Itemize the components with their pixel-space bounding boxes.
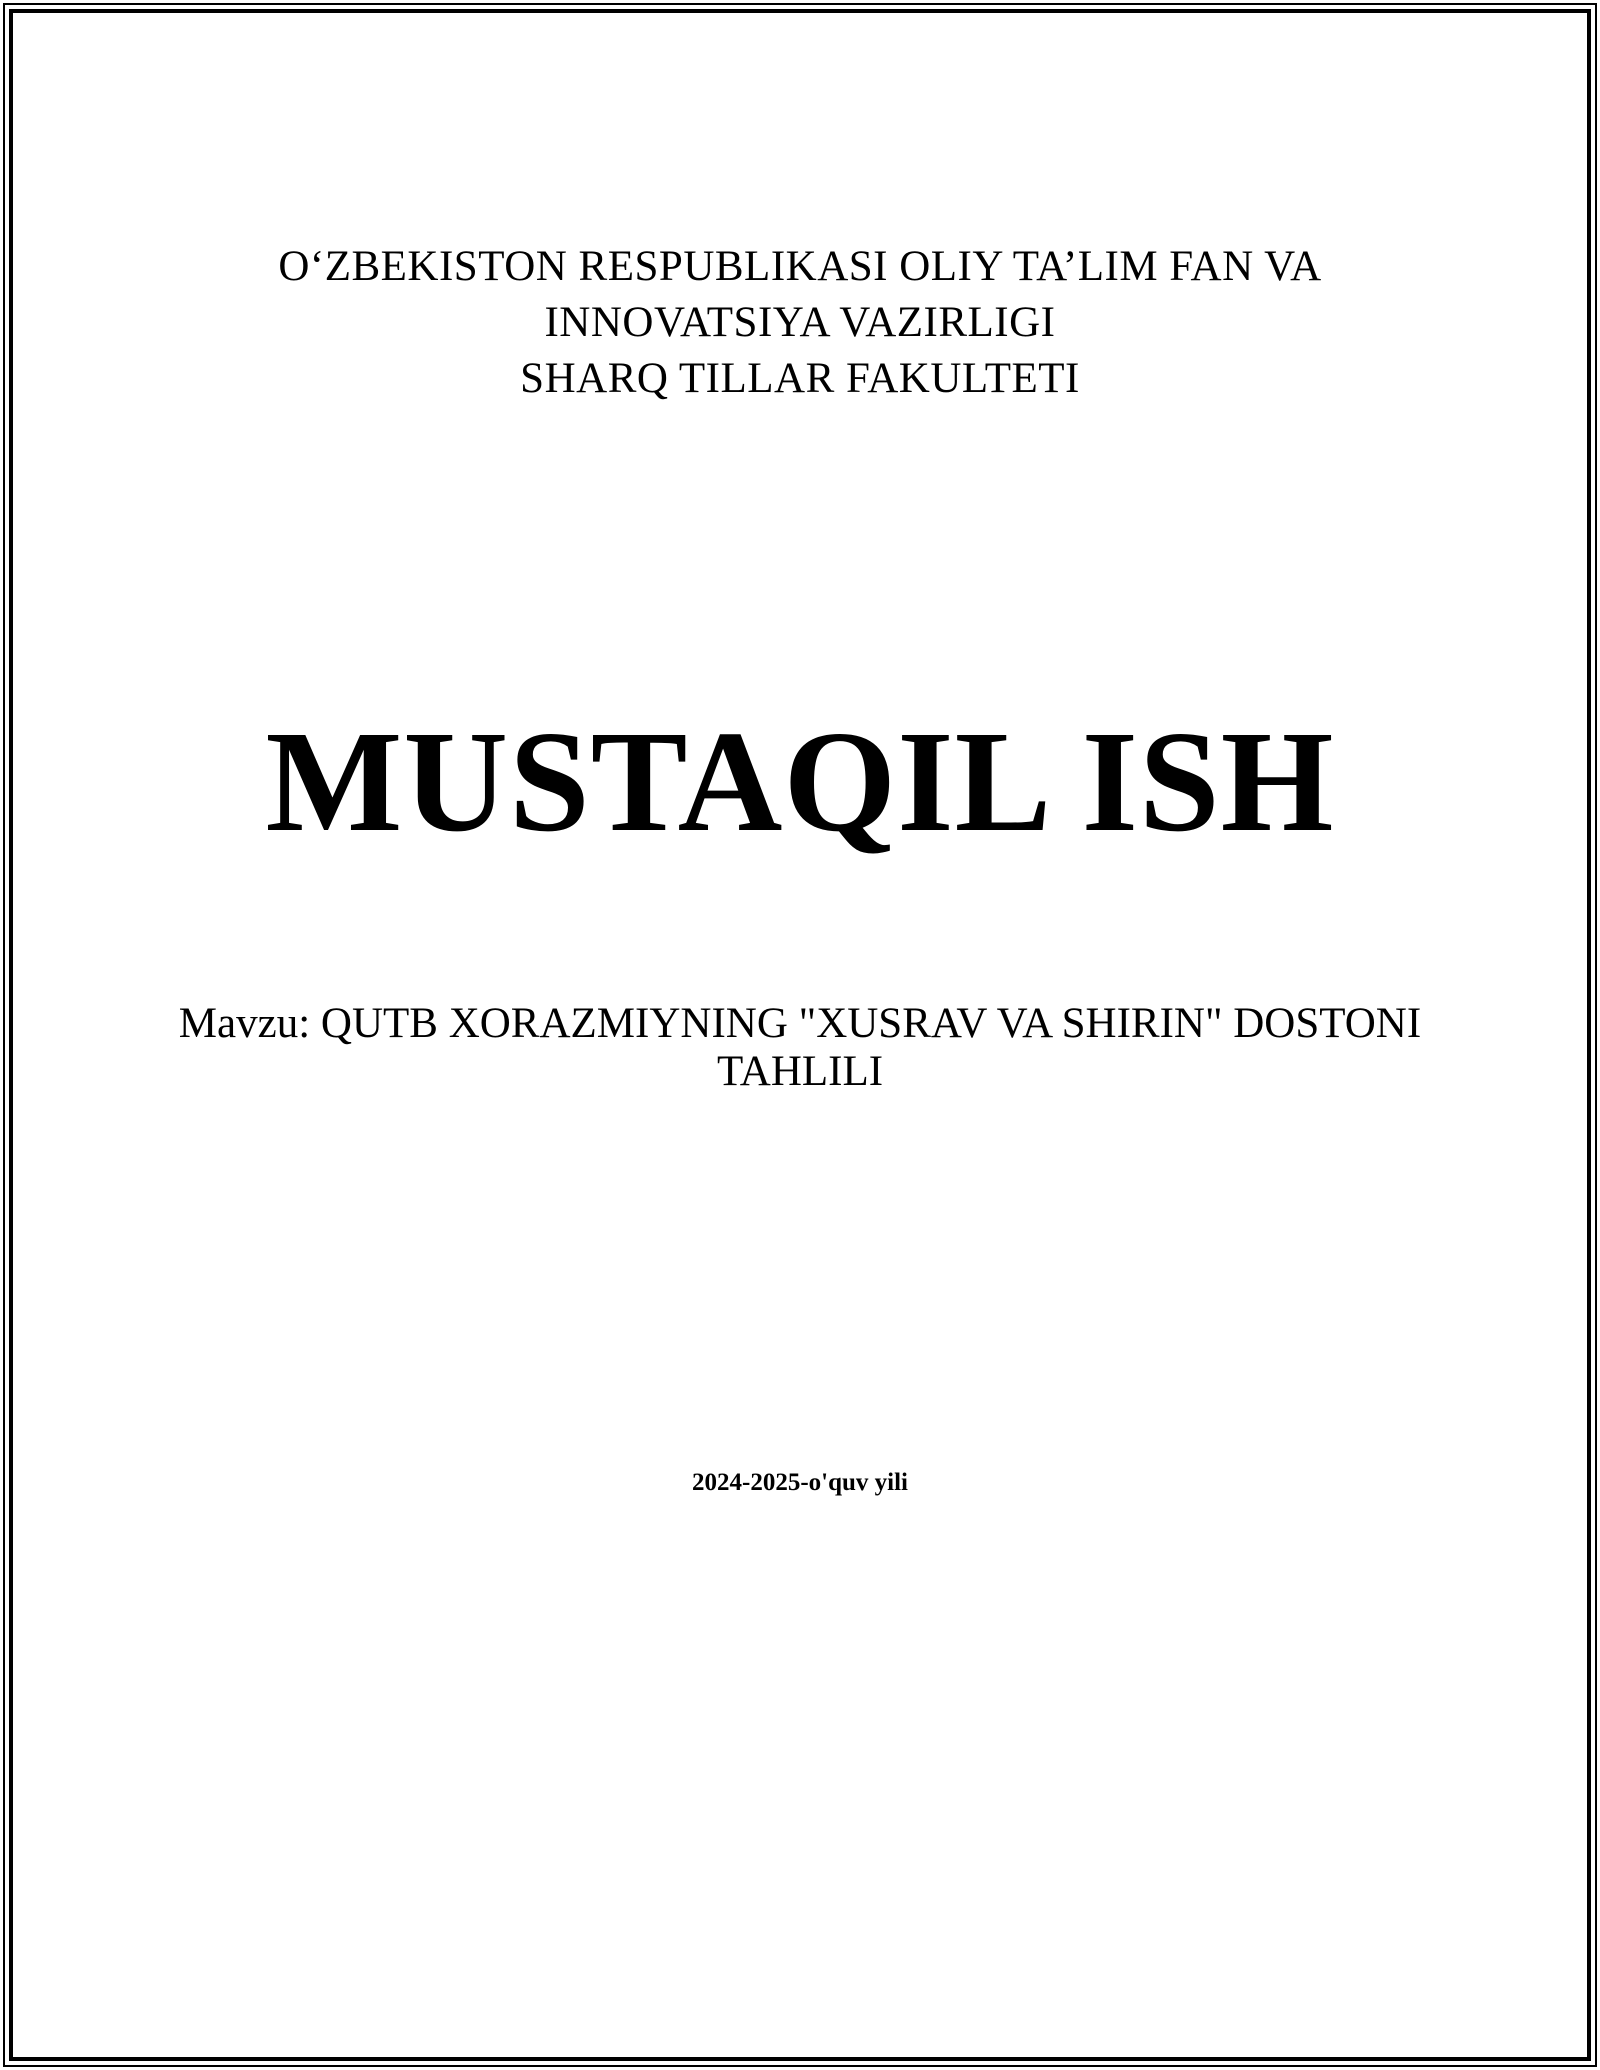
ministry-header-line-2: INNOVATSIYA VAZIRLIGI [544,299,1056,346]
page-title: MUSTAQIL ISH [265,702,1335,862]
ministry-header [0,239,1600,407]
topic-subtitle [0,1000,1600,1096]
topic-subtitle-line-2: TAHLILI [716,1048,884,1095]
ministry-header-line-1: O‘ZBEKISTON RESPUBLIKASI OLIY TA’LIM FAN VA [278,243,1322,290]
academic-year-footer: 2024-2025-o'quv yili [692,1469,908,1496]
faculty-header-line: SHARQ TILLAR FAKULTETI [520,355,1080,402]
topic-subtitle-line-1: Mavzu: QUTB XORAZMIYNING "XUSRAV VA SHIRIN" DOSTONI [178,1000,1422,1047]
